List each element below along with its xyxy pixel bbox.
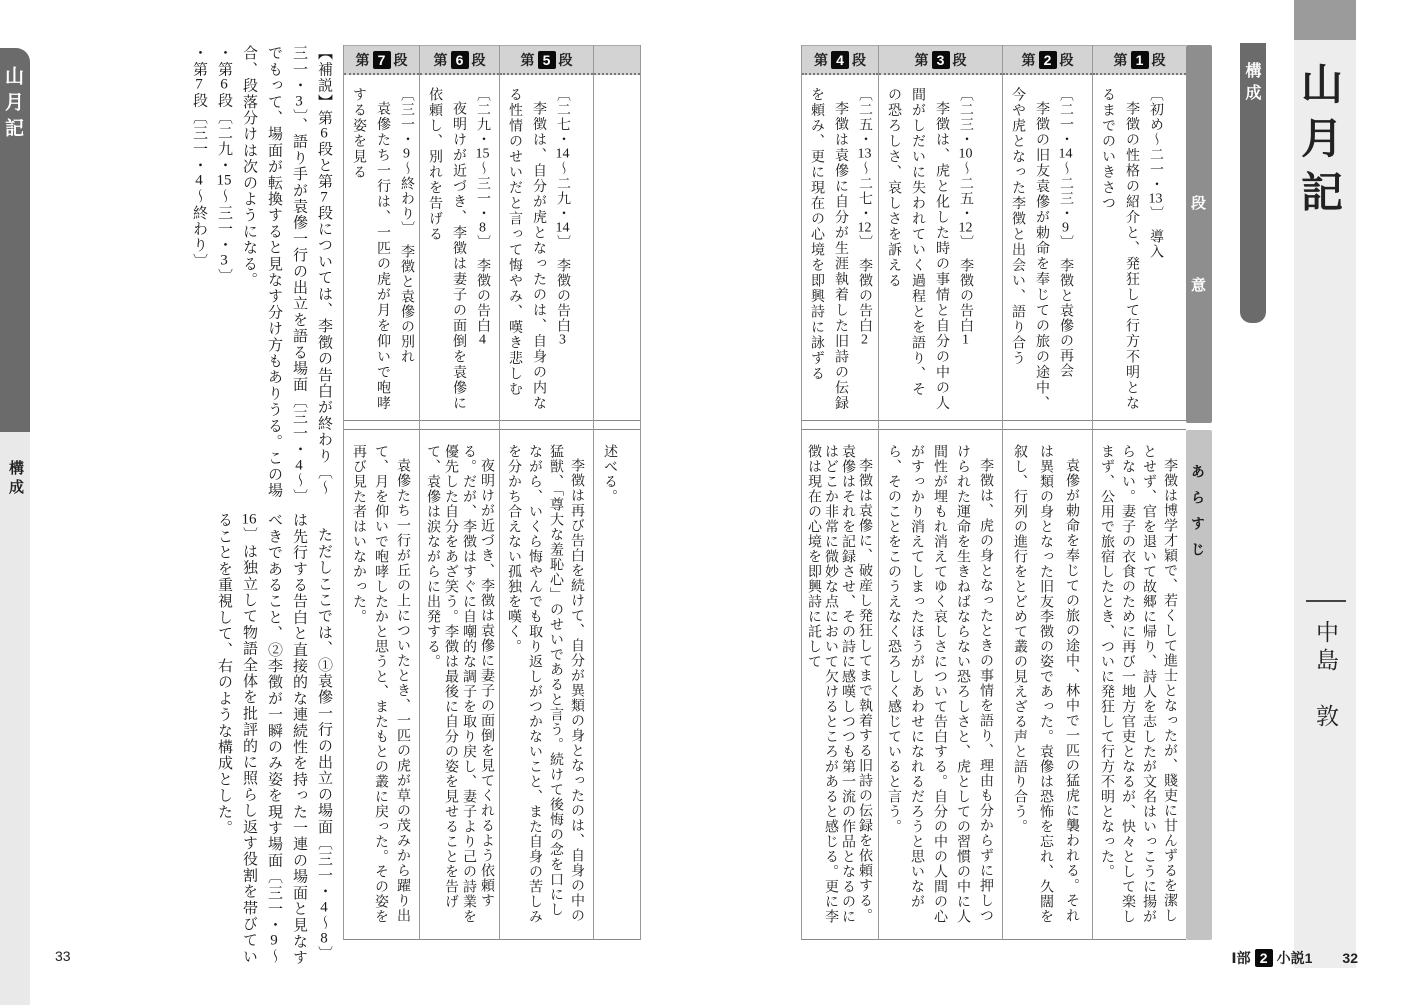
segment-header-suffix: 段 [1151,51,1166,68]
segment-range-6: 〔二九・15〜三一・8〕 李徴の告白4 [475,87,490,347]
row-gap [879,421,1002,429]
table-column-seg7 [343,45,419,940]
segment-number-badge: 2 [1039,51,1057,69]
row-gap [420,421,499,429]
left-chapter-tab-title: 山月記 [2,66,23,144]
table-column-seg4 [801,45,878,940]
arasuji-text-3: 李徴は、虎の身となったときの事情を語り、理由も分からずに押しつけられた運命を生きねばならない恐ろしさと、虎としての習慣の中に人間性が埋もれ消えてゆく哀しさについて告白する。自分の中の人間の心がすっかり消えてしまったほうがしあわせになれるだろうと思いながら、そのことをこのうえなく恐ろしく感じていると言う。 [886,444,993,924]
kousei-section-tab-label: 構成 [1243,62,1260,106]
table-column-continuation [593,45,641,940]
segment-header-suffix: 段 [852,51,866,68]
hosetsu-paragraph-1: 【補説】第6段と第7段については、李徴の告白が終わり〔〜三一・3〕、語り手が袁傪一行の出立を語る場面〔三一・4〜〕でもって、場面が転換すると見なす分け方もありうる。この場合、段落分けは次のようになる。 [241,45,332,505]
segment-header-prefix: 第 [1113,51,1128,68]
segment-summary-4: 李徴は袁傪に自分が生涯執着した旧詩の伝録を頼み、更に現在の心境を即興詩に詠ずる [809,87,848,411]
hosetsu-note-lower [180,512,336,972]
left-page-edge-strip [0,430,30,1005]
danni-cell-4 [802,75,878,421]
segment-summary-2: 李徴の旧友袁傪が勅命を奉じての旅の途中、今や虎となった李徴と出会い、語り合う [1010,87,1049,411]
segment-number-badge: 3 [932,51,950,69]
danni-cell-3 [879,75,1002,421]
segment-header-6 [420,45,499,75]
arasuji-cell-5 [500,429,593,940]
page-number-right: 32 [1342,950,1358,966]
arasuji-cell-1 [1093,429,1186,940]
arasuji-cell-7 [344,429,419,940]
hosetsu-bullet-2: ・第7段〔三一・4〜終わり〕 [191,45,207,270]
page-number-left: 33 [55,948,71,964]
row-gap [802,421,878,429]
danni-cell-1 [1093,75,1186,421]
table-column-seg2 [1002,45,1092,940]
segment-header-prefix: 第 [355,51,370,68]
danni-cell-2 [1003,75,1092,421]
segment-range-7: 〔三一・9〜終わり〕 李徴と袁傪の別れ [399,87,414,364]
danni-cell-6 [420,75,499,421]
segment-header-suffix: 段 [952,51,967,68]
segment-header-prefix: 第 [914,51,929,68]
segment-summary-3: 李徴は、虎と化した時の事情と自分の中の人間がしだいに失われていく過程とを語り、その恐ろしさ、哀しさを訴える [886,87,949,411]
arasuji-text-5: 李徴は再び告白を続けて、自分が異類の身となったのは、自身の中の猛獣、「尊大な羞恥心」のせいであると言う。続けて後悔の念を口にしながら、いくら悔やんでも取り返しがつかないこと、また自身の苦しみを分かち合えない孤独を嘆く。 [506,444,584,924]
table-column-seg3 [878,45,1002,940]
row-gap [1003,421,1092,429]
segment-number-badge: 5 [538,51,556,69]
row-gap [344,421,419,429]
left-section-label: 構成 [7,460,24,498]
segment-range-1: 〔初め〜二一・13〕 導入 [1148,87,1163,259]
danni-cell-7 [344,75,419,421]
hosetsu-paragraph-2: ただしここでは、①袁傪一行の出立の場面〔三一・4〜8〕は先行する告白と直接的な連続性を持った一連の場面と見なすべきであること、②李徴が一瞬のみ姿を現す場面〔三一・9〜16〕は独立して物語全体を批評的に照らし返す役割を帯びていることを重視して、右のような構成とした。 [216,512,332,966]
footer-part: Ⅰ部 [1231,950,1251,966]
segment-range-3: 〔二三・10〜二五・12〕 李徴の告白1 [958,87,973,347]
danni-cell-empty [594,75,640,421]
segment-number-badge: 6 [451,51,469,69]
row-gap [1093,421,1186,429]
footer-right [1231,948,1358,968]
arasuji-text-continuation: 述べる。 [602,444,617,504]
author-name: 中島 敦 [1313,620,1338,732]
segment-range-4: 〔二五・13〜二七・12〕 李徴の告白2 [857,87,872,347]
segment-range-5: 〔二七・14〜二九・14〕 李徴の告白3 [555,87,570,347]
segment-range-2: 〔二一・14〜二三・9〕 李徴と袁傪の再会 [1058,87,1073,378]
segment-header-suffix: 段 [393,51,408,68]
segment-header-5 [500,45,593,75]
segment-summary-5: 李徴は、自分が虎となったのは、自身の内なる性情のせいだと言って悔やみ、嘆き悲しむ [507,87,546,411]
segment-header-7 [344,45,419,75]
segment-header-suffix: 段 [471,51,486,68]
segment-header-suffix: 段 [558,51,573,68]
table-column-seg6 [419,45,499,940]
segment-header-3 [879,45,1002,75]
author-divider-rule [1306,600,1346,602]
footer-section: 小説1 [1276,950,1313,966]
segment-header-prefix: 第 [1021,51,1036,68]
hosetsu-note-upper [180,45,336,507]
segment-header-prefix: 第 [814,51,828,68]
danni-cell-5 [500,75,593,421]
arasuji-text-1: 李徴は博学才穎で、若くして進士となったが、賤吏に甘んずるを潔しとせず、官を退いて故郷に帰り、詩人を志したが文名はいっこうに揚がらない。妻子の衣食のために再び一地方官吏となるが、快々として楽しまず、公用で旅宿したとき、ついに発狂して行方不明となった。 [1099,444,1177,924]
row-gap [500,421,593,429]
segment-header-4 [802,45,878,75]
arasuji-cell-4 [802,429,878,940]
arasuji-cell-6 [420,429,499,940]
segment-number-badge: 1 [1131,51,1149,69]
segment-header-empty [594,45,640,75]
segment-summary-6: 夜明けが近づき、李徴は妻子の面倒を袁傪に依頼し、別れを告げる [427,87,466,411]
arasuji-cell-2 [1003,429,1092,940]
danni-row-label: 段 意 [1189,195,1206,318]
table-column-seg1 [1092,45,1186,940]
arasuji-text-2: 袁傪が勅命を奉じての旅の途中、林中で一匹の猛虎に襲われる。それは異類の身となった旧友李徴の姿であった。袁傪は恐怖を忘れ、久闊を叙し、行列の進行をとどめて叢の見えざる声と語り合う。 [1012,444,1079,924]
segment-summary-7: 袁傪たち一行は、一匹の虎が月を仰いで咆哮する姿を見る [351,87,390,411]
title-strip-top-block [1294,0,1356,40]
segment-header-1 [1093,45,1186,75]
segment-header-suffix: 段 [1059,51,1074,68]
row-gap [594,421,640,429]
segment-number-badge: 4 [831,51,849,69]
segment-header-prefix: 第 [520,51,535,68]
footer-part-number-badge: 2 [1255,949,1273,967]
segment-header-2 [1003,45,1092,75]
arasuji-text-7: 袁傪たち一行が丘の上についたとき、一匹の虎が草の茂みから躍り出て、月を仰いで咆哮したかと思うと、またもとの叢に戻った。その姿を再び見た者はいなかった。 [351,444,410,924]
segment-summary-1: 李徴の性格の紹介と、発狂して行方不明となるまでのいきさつ [1100,87,1139,411]
segment-header-prefix: 第 [433,51,448,68]
table-column-seg5 [499,45,593,940]
arasuji-cell-continuation [594,429,640,940]
arasuji-text-6: 夜明けが近づき、李徴は袁傪に妻子の面倒を見てくれるよう依頼する。だが、李徴はすぐに自嘲的な調子を取り戻し、妻子より己の詩業を優先した自分をあざ笑う。李徴は最後に自分の姿を見せることを告げて、袁傪は涙ながらに出発する。 [425,444,494,924]
arasuji-text-4: 李徴は袁傪に、破産し発狂してまで執着する旧詩の伝録を依頼する。袁傪はそれを記録させ、その詩に感嘆しつつも第一流の作品となるのにはどこか非常に微妙な点において欠けるところがあると感じる。更に李徴は現在の心境を即興詩に託して [806,444,872,924]
arasuji-cell-3 [879,429,1002,940]
hosetsu-bullet-1: ・第6段〔二九・15〜三一・3〕 [216,45,232,285]
page-title: 山月記 [1295,62,1341,224]
arasuji-row-label: あらすじ [1190,464,1206,568]
segment-number-badge: 7 [373,51,391,69]
